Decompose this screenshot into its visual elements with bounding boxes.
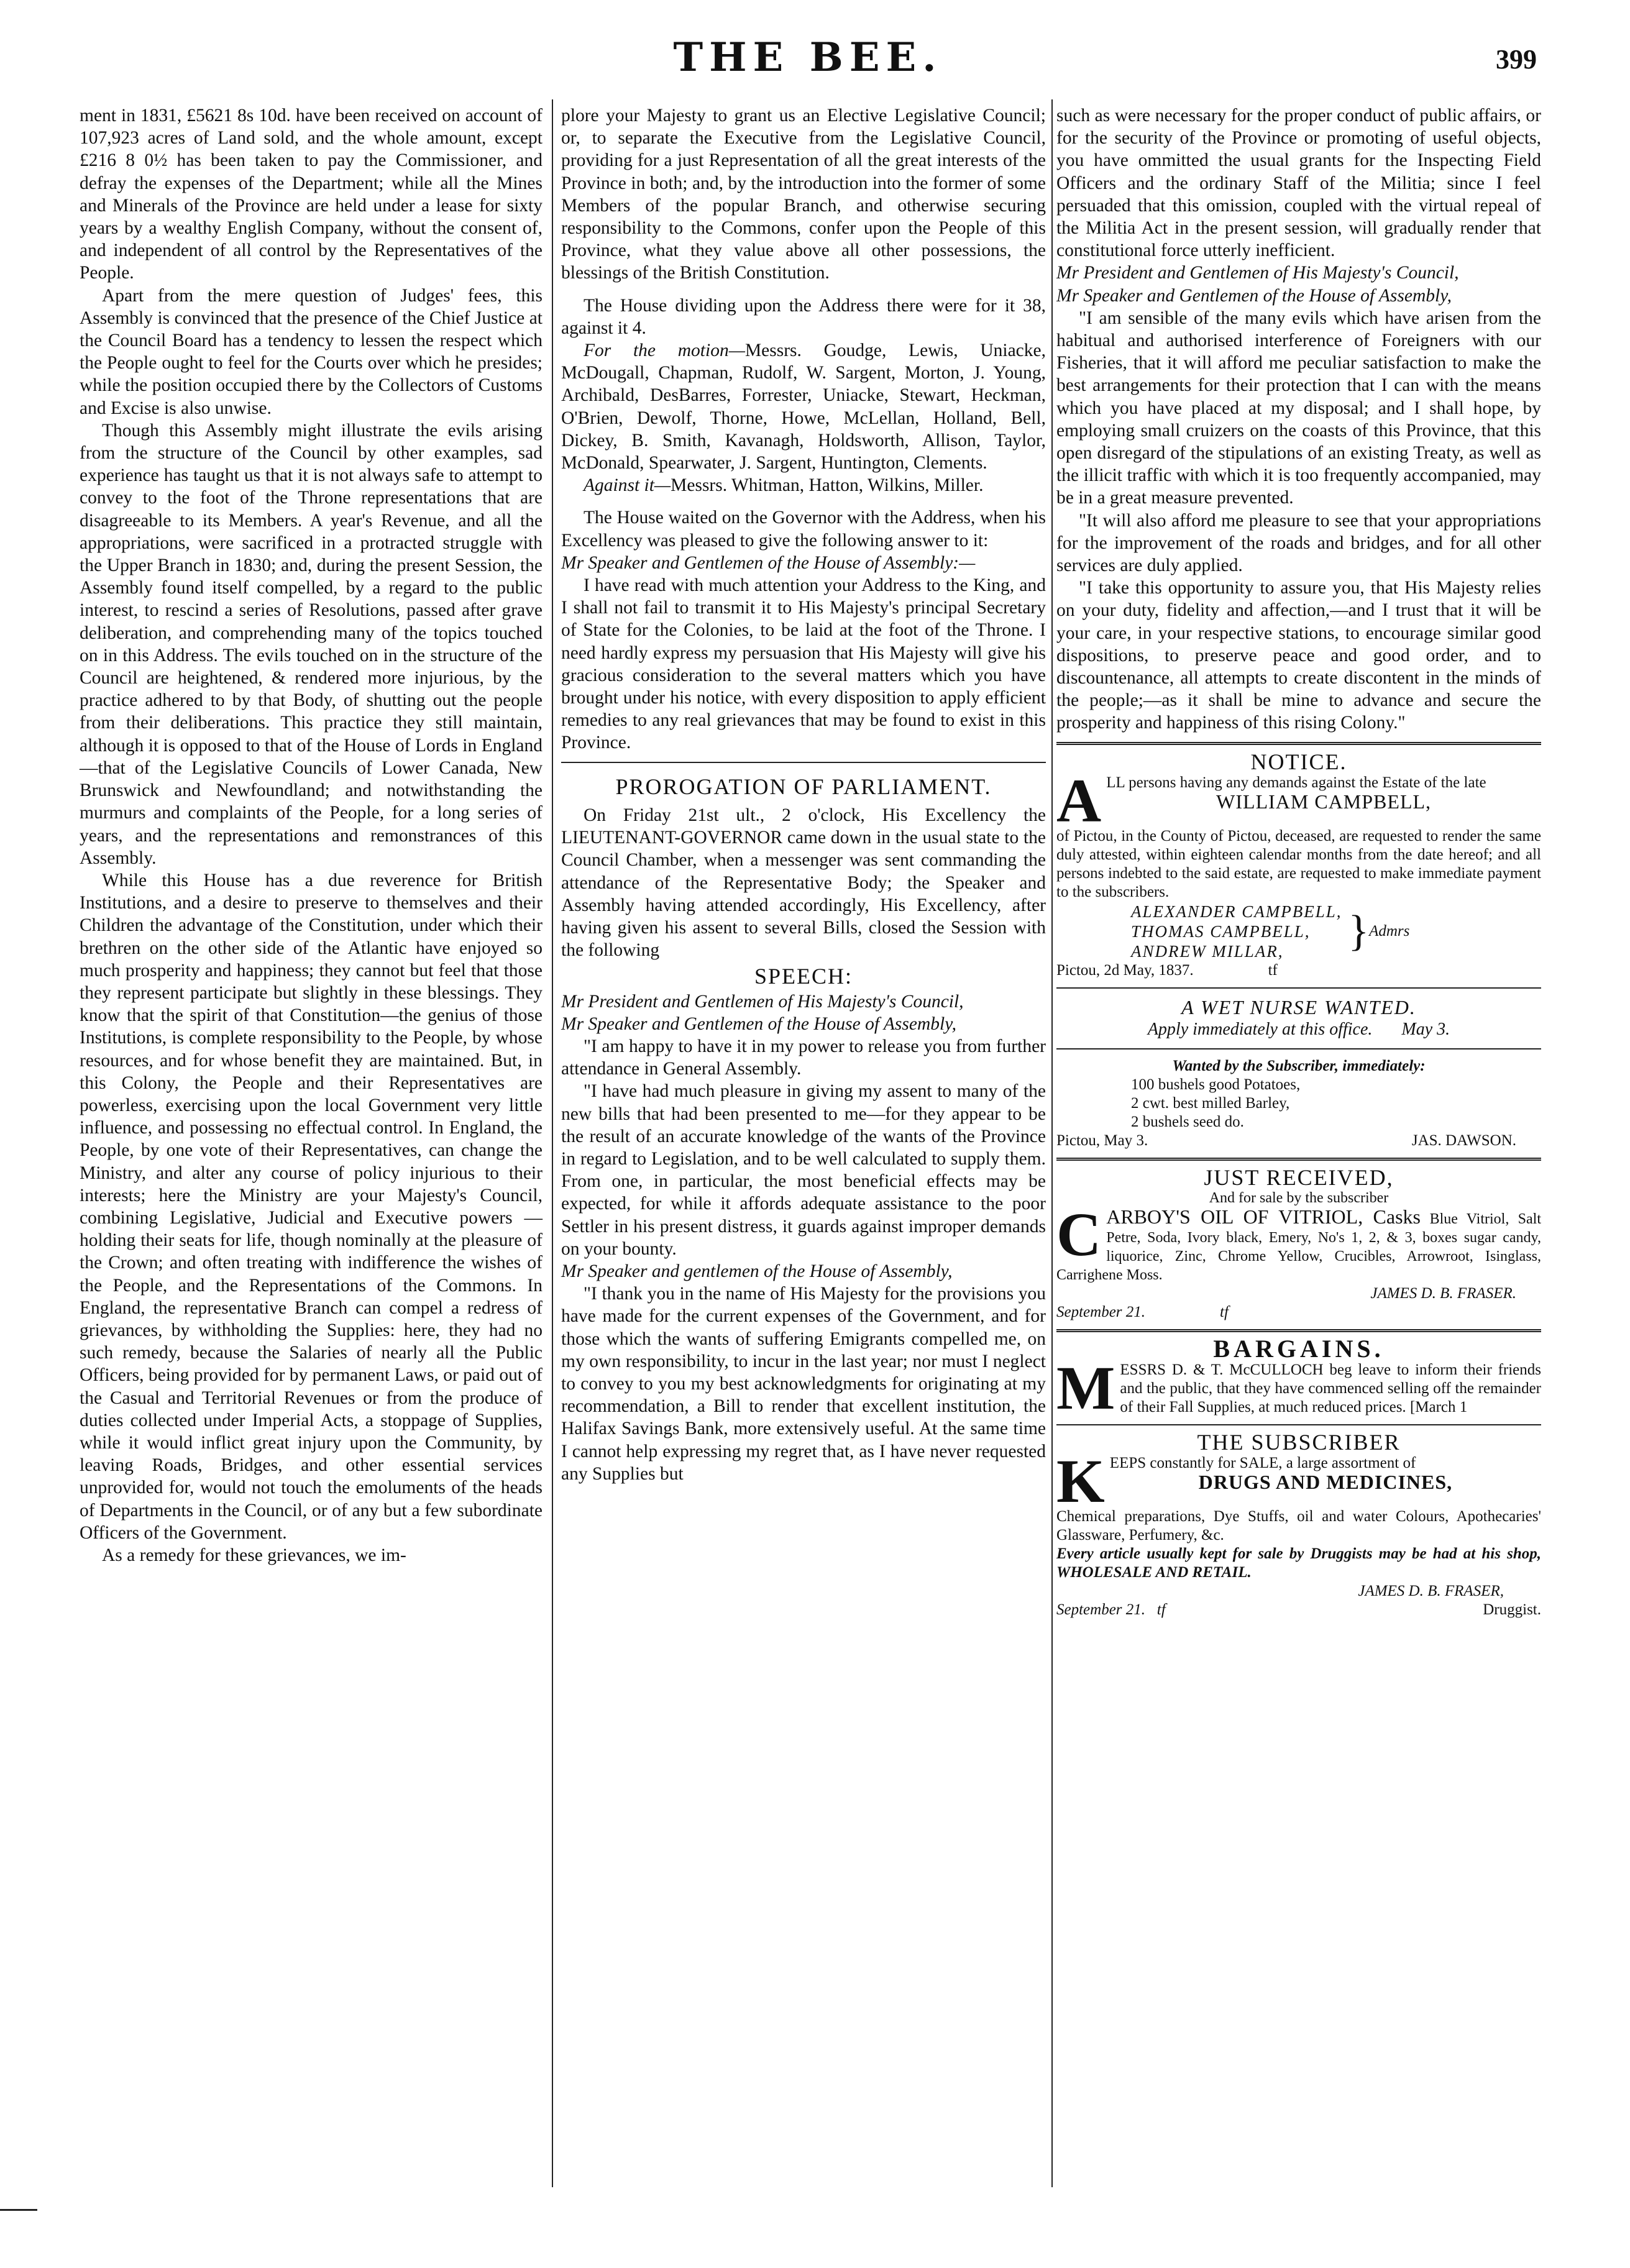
ad-divider — [1056, 1424, 1541, 1425]
drop-cap: K — [1056, 1447, 1105, 1516]
signer-role: Admrs — [1369, 922, 1410, 940]
vote-for-label: For the motion— — [584, 341, 745, 361]
column-rule — [1051, 99, 1053, 2187]
ad-title: JUST RECEIVED, — [1204, 1165, 1394, 1191]
tf-mark: tf — [1268, 961, 1278, 979]
signer: ANDREW MILLAR, — [1131, 941, 1284, 961]
ad-subtitle: And for sale by the subscriber — [1209, 1190, 1389, 1207]
ad-text: LL persons having any demands against the Estate of the late — [1106, 774, 1486, 791]
ad-dateline — [1056, 1601, 1541, 1619]
ad-text: Chemical preparations, Dye Stuffs, oil and water Colours, Apothecaries' Glassware, Perfumery, &c. — [1056, 1508, 1541, 1544]
address-line: Mr Speaker and Gentlemen of the House of Assembly, — [561, 1013, 957, 1034]
ad-date: [March 1 — [1409, 1399, 1468, 1416]
address-line: Mr President and Gentlemen of His Majesty's Council, — [1056, 263, 1459, 283]
notice-ad — [1056, 749, 1541, 980]
tf-mark: tf — [1220, 1304, 1229, 1321]
ad-headline: WILLIAM CAMPBELL, — [1216, 790, 1432, 813]
signer: ALEXANDER CAMPBELL, — [1131, 902, 1342, 921]
dateline: Pictou, May 3. — [1056, 1132, 1148, 1150]
signer: JAMES D. B. FRASER. — [1370, 1285, 1516, 1302]
paragraph: While this House has a due reverence for British Institutions, and a desire to preserve to themselves and their Children the advantage of the Constitution, under which their brethren on the other side of the Atlantic have enjoyed so much prosperity and happiness; they cannot but feel that those they represent participate but slightly in these blessings. They know that the spirit of that Constitution—the genius of those Institutions, is complete responsibility to the People, by whose resources, and for whose benefit they are maintained. But, in this Colony, the People and their Representatives are powerless, exercising upon the local Government very little influence, and possessing no effectual control. In England, the People, by one vote of their Representatives, can change the Ministry, and alter any course of policy injurious to their interests; here the Ministry are your Majesty's Council, combining Legislative, Judicial and Executive powers —holding their seats for life, though nominally at the pleasure of the Crown; and often treating with indifference the wishes of the People, and the Representations of the Commons. In England, the representative Branch can compel a redress of grievances, by withholding the Supplies: here, they had no such remedy, because the Salaries of nearly all the Public Officers, being provided for by permanent Laws, or paid out of the Casual and Territorial Revenues or from the produce of duties collected under Imperial Acts, a stoppage of Supplies, while it would inflict great injury upon the Community, by leaving Roads, Bridges, and other essential services unprovided for, would not touch the emoluments of the heads of Departments in the Council, or of any but a few subordinate Officers of the Government. — [80, 870, 543, 1543]
ad-divider — [1056, 987, 1541, 989]
subscriber-ad — [1056, 1430, 1541, 1619]
column-rule — [552, 99, 553, 2187]
ad-title: THE SUBSCRIBER — [1197, 1430, 1401, 1455]
dateline: Pictou, 2d May, 1837. — [1056, 961, 1194, 979]
list-item: 2 cwt. best milled Barley, — [1131, 1095, 1290, 1112]
page-number: 399 — [1496, 44, 1537, 75]
page-edge-mark — [0, 2209, 37, 2211]
ad-text: Every article usually kept for sale by Druggists may be had at his shop, WHOLESALE AND RETAIL. — [1056, 1545, 1541, 1581]
wet-nurse-title: A WET NURSE WANTED. — [1181, 995, 1416, 1018]
bargains-ad — [1056, 1335, 1541, 1423]
speech-title: SPEECH: — [754, 964, 853, 989]
paragraph: "I am happy to have it in my power to release you from further attendance in General Assembly. — [561, 1036, 1046, 1079]
drop-cap: C — [1056, 1200, 1102, 1269]
column-1 — [80, 104, 543, 1566]
ad-title: NOTICE. — [1250, 749, 1347, 774]
ad-dateline — [1056, 1132, 1541, 1150]
ad-title: BARGAINS. — [1213, 1335, 1385, 1363]
masthead-title: THE BEE. — [673, 34, 943, 81]
vote-for-names: Messrs. Goudge, Lewis, Uniacke, McDougall, Chapman, Rudolf, W. Sargent, Morton, J. Young, Archibald, DesBarres, Forrester, Uniacke, Stewart, Heckman, O'Brien, Dewolf, Thorne, Howe, McLellan, Holland, Bell, Dickey, B. Smith, Kavanagh, Holdsworth, Allison, Taylor, McDonald, Spearwater, J. Sargent, Huntington, Clements. — [561, 341, 1046, 473]
signer: JAMES D. B. FRASER, — [1358, 1583, 1504, 1600]
signer: JAS. DAWSON. — [1411, 1132, 1516, 1150]
ad-text: of Pictou, in the County of Pictou, deceased, are requested to render the same duly attested, within eighteen calendar months from the date hereof; and all persons indebted to the said estate, are requested to make immediate payment to the subscribers. — [1056, 827, 1541, 900]
vote-against-names: Messrs. Whitman, Hatton, Wilkins, Miller. — [671, 475, 984, 496]
drop-cap: A — [1056, 766, 1102, 835]
paragraph: plore your Majesty to grant us an Elective Legislative Council; or, to separate the Executive from the Legislative Council, providing for a just Representation of all the great interests of the Province in both; and, by the introduction into the former of some Members of the popular Branch, and otherwise securing responsibility to the Commons, confer upon the People of this Province, what they value above all other possessions, the blessings of the British Constitution. — [561, 106, 1046, 283]
paragraph: ment in 1831, £5621 8s 10d. have been received on account of 107,923 acres of Land sold, and the whole amount, except £216 8 0½ has been taken to pay the Commissioner, and defray the expenses of the Department; while all the Mines and Minerals of the Province are held under a lease for sixty years by a wealthy English Company, without the consent of, and independent of all control by the Representatives of the People. — [80, 106, 543, 283]
section-title: PROROGATION OF PARLIAMENT. — [615, 774, 992, 799]
paragraph: such as were necessary for the proper conduct of public affairs, or for the security of the Province or promoting of useful objects, you have ommitted the usual grants for the Inspecting Field Officers and the ordinary Staff of the Militia; since I feel persuaded that this omission, coupled with the virtual repeal of the Militia Act in the present session, will gradually render that constitutional force utterly inefficient. — [1056, 106, 1541, 261]
signers — [1131, 902, 1342, 961]
ad-text: ESSRS D. & T. McCULLOCH beg leave to inform their friends and the public, that they have commenced selling off the remainder of their Fall Supplies, at much reduced prices. — [1120, 1361, 1541, 1416]
paragraph: "I am sensible of the many evils which have arisen from the habitual and authorised interference of Foreigners with our Fisheries, that it will afford me peculiar satisfaction to make the best arrangements for their protection that I can with the means which you have placed at my disposal; and I shall hope, by employing small cruizers on the coasts of this Province, that this open disregard of the stipulations of an existing Treaty, as well as the illicit traffic with which it is too frequently accompanied, may be in a great measure prevented. — [1056, 308, 1541, 508]
vote-against — [561, 474, 1046, 496]
ad-text: EEPS constantly for SALE, a large assortment of — [1109, 1455, 1416, 1472]
paragraph: On Friday 21st ult., 2 o'clock, His Excellency the LIEUTENANT-GOVERNOR came down in the usual state to the Council Chamber, when a messenger was sent commanding the attendance of the Representative Body; the Speaker and Assembly having attended accordingly, His Excellency, after having given his assent to several Bills, closed the Session with the following — [561, 805, 1046, 961]
ad-text: Blue Vitriol, Salt Petre, Soda, Ivory black, Emery, No's 1, 2, & 3, boxes sugar candy, liquorice, Zinc, Chrome Yellow, Crucibles, Arrowroot, Isinglass, Carrighene Moss. — [1056, 1211, 1541, 1284]
paragraph: Apart from the mere question of Judges' fees, this Assembly is convinced that the presence of the Chief Justice at the Council Board has a tendency to lessen the respect which the People ought to feel for the Courts over which he presides; while the position occupied there by the Collectors of Customs and Excise is also unwise. — [80, 285, 543, 418]
vote-for — [561, 339, 1046, 474]
ad-text: Apply immediately at this office. — [1147, 1019, 1373, 1039]
signers-block — [1056, 902, 1541, 961]
dateline: September 21. — [1056, 1601, 1146, 1619]
address-line: Mr Speaker and gentlemen of the House of Assembly, — [561, 1261, 953, 1281]
dateline: September 21. — [1056, 1304, 1146, 1321]
paragraph: "I take this opportunity to assure you, that His Majesty relies on your duty, fidelity and affection,—and I trust that it will be your care, in your respective stations, to encourage similar good dispositions, to preserve peace and good order, and to discountenance, all attempts to create discontent in the minds of the people;—as it shall be mine to advance and secure the prosperity and happiness of this rising Colony." — [1056, 578, 1541, 733]
signer: THOMAS CAMPBELL, — [1131, 921, 1311, 941]
paragraph: The House waited on the Governor with the Address, when his Excellency was pleased to give the following answer to it: — [561, 508, 1046, 551]
ad-title: Wanted by the Subscriber, immediately: — [1172, 1058, 1426, 1075]
ad-divider — [1056, 1158, 1541, 1161]
paragraph: As a remedy for these grievances, we im- — [102, 1545, 406, 1565]
paragraph: "I thank you in the name of His Majesty for the provisions you have made for the current expenses of the Government, and for those which the wants of suffering Emigrants compelled me, on my own responsibility, to incur in the last year; nor must I neglect to convey to you my best acknowledgments for originating at my recommendation, a Bill to render that excellent institution, the Halifax Savings Bank, more extensively useful. At the same time I cannot help expressing my regret that, as I have never requested any Supplies but — [561, 1284, 1046, 1484]
ad-headline: ARBOY'S OIL OF VITRIOL, Casks — [1106, 1205, 1421, 1228]
paragraph: Though this Assembly might illustrate the evils arising from the structure of the Council by other examples, sad experience has taught us that it is not always safe to attempt to convey to the foot of the Throne representations that are disagreeable to its Members. A year's Revenue, and all the appropriations, were sacrificed in a protracted struggle with the Upper Branch in 1830; and, during the present Session, the Assembly found itself compelled, by a regard to the public interest, to rescind a series of Resolutions, passed after grave deliberation, and comprehending many of the topics touched on in this Address. The evils touched on in the structure of the Council are heightened, & rendered more injurious, by the practice adhered to by that Body, of shutting out the people from their deliberations. This practice they still maintain, although it is opposed to that of the House of Lords in England —that of the Legislative Councils of Lower Canada, New Brunswick and Newfoundland; and notwithstanding the murmurs and complaints of the People, for a long series of years, and the representations and remonstrances of this Assembly. — [80, 420, 543, 868]
paragraph: "I have had much pleasure in giving my assent to many of the new bills that had been presented to me—for they appear to be the result of an accurate knowledge of the wants of the Province in regard to Legislation, and to be well calculated to supply them. From one, in particular, the most beneficial effects may be expected, for while it affords adequate assistance to the poor Settler in his present distress, it guards against improper demands on your bounty. — [561, 1081, 1046, 1259]
column-3 — [1056, 104, 1541, 1619]
received-ad — [1056, 1165, 1541, 1322]
paragraph: The House dividing upon the Address there were for it 38, against it 4. — [561, 295, 1046, 338]
list-item: 100 bushels good Potatoes, — [1131, 1076, 1301, 1094]
wanted-ad — [1056, 1057, 1541, 1150]
list-item: 2 bushels seed do. — [1131, 1113, 1244, 1131]
address-line: Mr Speaker and Gentlemen of the House of Assembly:— — [561, 552, 976, 573]
address-line: Mr Speaker and Gentlemen of the House of Assembly, — [1056, 285, 1452, 306]
address-line: Mr President and Gentlemen of His Majesty's Council, — [561, 991, 964, 1012]
ad-date: May 3. — [1401, 1019, 1450, 1039]
ad-divider — [1056, 1048, 1541, 1049]
wet-nurse-line — [1056, 1018, 1541, 1041]
ad-divider — [1056, 1329, 1541, 1332]
brace: } — [1348, 907, 1370, 955]
ad-headline: DRUGS AND MEDICINES, — [1198, 1471, 1453, 1494]
ad-dateline — [1056, 1303, 1541, 1322]
vote-against-label: Against it— — [584, 475, 671, 496]
column-2 — [561, 104, 1046, 1485]
paragraph: I have read with much attention your Address to the King, and I shall not fail to transmit it to His Majesty's principal Secretary of State for the Colonies, to be laid at the foot of the Throne. I need hardly express my persuasion that His Majesty will give his gracious consideration to the several matters which you have brought under his notice, with every disposition to apply efficient remedies to any real grievances that may be found to exist in this Province. — [561, 575, 1046, 753]
paragraph: "It will also afford me pleasure to see that your appropriations for the improvement of the roads and bridges, and for all other services are duly applied. — [1056, 510, 1541, 576]
ad-dateline — [1056, 961, 1541, 980]
section-divider — [561, 762, 1046, 763]
ad-divider — [1056, 742, 1541, 745]
signer-role: Druggist. — [1483, 1601, 1541, 1619]
tf-mark: tf — [1156, 1601, 1166, 1619]
drop-cap: M — [1056, 1353, 1115, 1423]
